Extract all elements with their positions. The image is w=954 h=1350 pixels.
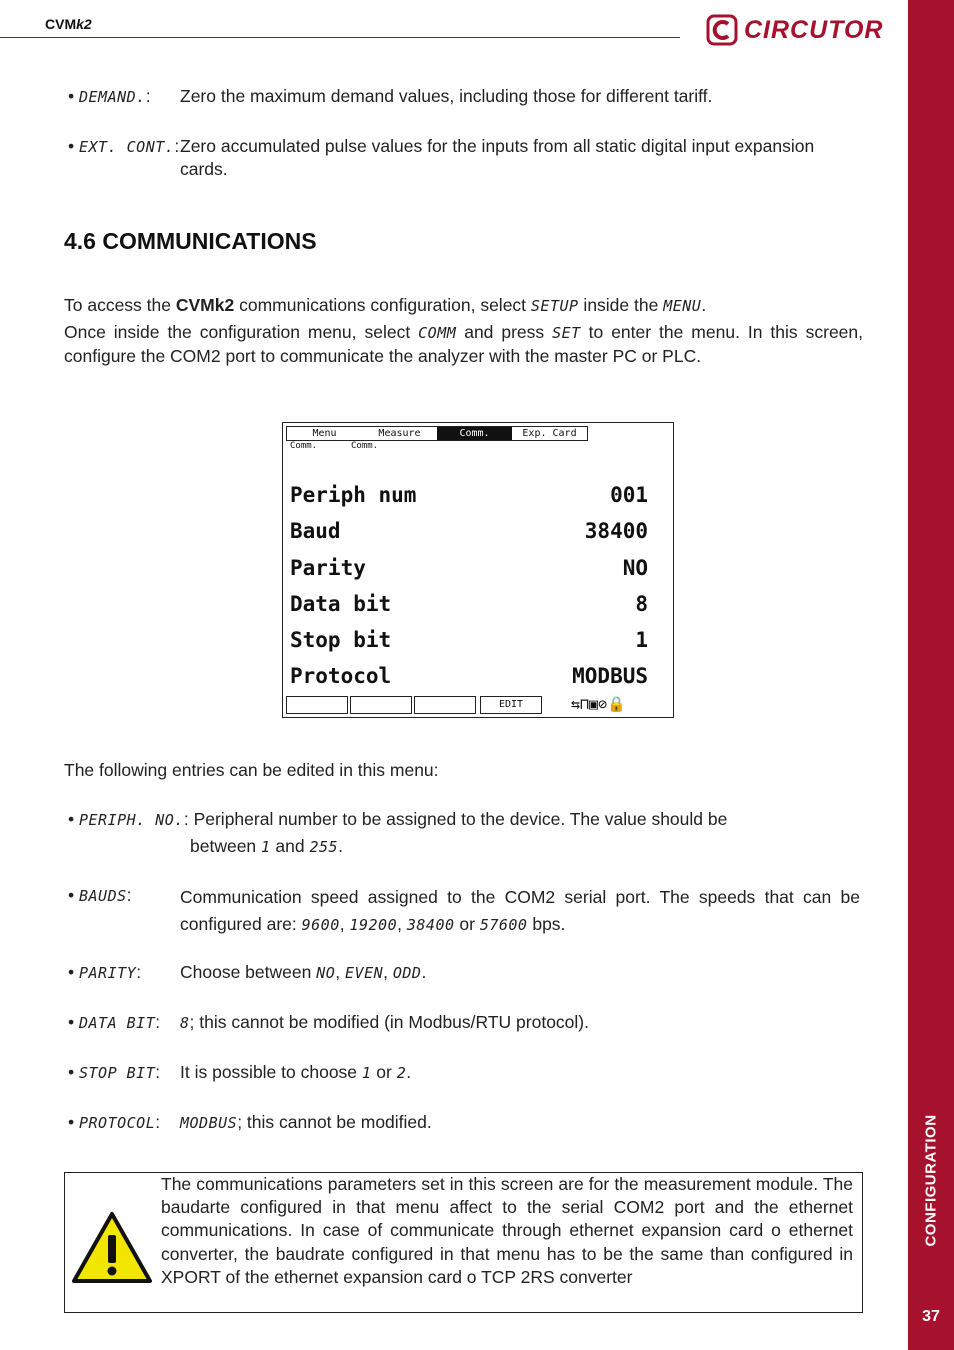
entry-databit-text: 8; this cannot be modified (in Modbus/RTU protocol). <box>180 1012 589 1032</box>
side-tab-label: CONFIGURATION <box>922 1113 940 1247</box>
warning-text: The communications parameters set in this screen are for the measurement module. The baudarte configured in that menu affect to the serial COM2 port and the ethernet communications. In case of communicate through ethernet expansion card o ethernet converter, the baudrate configured in that menu has to be the same than configured in XPORT of the ethernet expansion card o TCP 2RS converter <box>161 1174 853 1287</box>
screen-softkey-1 <box>286 696 348 714</box>
entry-stopbit-text: It is possible to choose 1 or 2. <box>180 1062 412 1082</box>
screen-row-parity: Parity NO <box>290 556 648 580</box>
entry-stopbit-term: • STOP BIT: <box>68 1062 161 1082</box>
warning-triangle-icon <box>71 1211 153 1285</box>
screen-row-baud: Baud 38400 <box>290 519 648 543</box>
entry-bauds-term: • BAUDS: <box>68 885 132 905</box>
circutor-logo-icon <box>706 14 738 46</box>
entry-periph: • PERIPH. NO.: Peripheral number to be assigned to the device. The value should be <box>68 809 728 829</box>
screen-subtitle-1: Comm. <box>290 441 318 451</box>
screen-row-databit: Data bit 8 <box>290 592 648 616</box>
warning-box <box>64 1172 863 1313</box>
screen-softkey-3 <box>414 696 476 714</box>
bullet-extcont-text: Zero accumulated pulse values for the inputs from all static digital input expansion cards. <box>180 136 815 179</box>
entry-parity-text: Choose between NO, EVEN, ODD. <box>180 962 427 982</box>
screen-tab-exp-card: Exp. Card <box>522 428 577 439</box>
screen-status-icons: ⇆⊓▣⊘🔒 <box>571 695 626 713</box>
bullet-demand-text: Zero the maximum demand values, including those for different tariff. <box>180 86 713 106</box>
screen-softkey-edit: EDIT <box>480 696 542 714</box>
section-title: 4.6 COMMUNICATIONS <box>64 228 317 254</box>
header-rule <box>0 37 680 38</box>
header-model: CVMk2 <box>45 16 92 32</box>
device-screen <box>282 422 674 718</box>
screen-tab-menu: Menu <box>312 428 337 439</box>
screen-row-periph: Periph num 001 <box>290 483 648 507</box>
entry-parity-term: • PARITY: <box>68 962 142 982</box>
entry-bauds-text: Communication speed assigned to the COM2 serial port. The speeds that can be configured are: 9600, 19200, 38400 or 57600 bps. <box>180 887 860 934</box>
config-paragraph: Once inside the configuration menu, select COMM and press SET to enter the menu. In this screen, configure the COM2 port to communicate the analyzer with the master PC or PLC. <box>64 322 864 366</box>
screen-row-stopbit: Stop bit 1 <box>290 628 648 652</box>
screen-subtitle-2: Comm. <box>351 441 379 451</box>
bullet-demand-term: • DEMAND.: <box>68 86 151 106</box>
entry-protocol-term: • PROTOCOL: <box>68 1112 161 1132</box>
screen-row-protocol: Protocol MODBUS <box>290 664 648 688</box>
screen-softkey-2 <box>350 696 412 714</box>
screen-tab-comm: Comm. <box>437 427 512 440</box>
entries-intro: The following entries can be edited in this menu: <box>64 760 439 780</box>
brand-name: CIRCUTOR <box>744 15 884 44</box>
access-paragraph: To access the CVMk2 communications configuration, select SETUP inside the MENU. <box>64 295 707 315</box>
circutor-logo <box>706 12 886 48</box>
entry-periph-range: between 1 and 255. <box>190 836 343 856</box>
screen-tab-measure: Measure <box>378 428 421 439</box>
screen-tab-bar <box>286 426 588 441</box>
page-number: 37 <box>922 1308 940 1325</box>
entry-protocol-text: MODBUS; this cannot be modified. <box>180 1112 432 1132</box>
entry-databit-term: • DATA BIT: <box>68 1012 161 1032</box>
bullet-extcont-term: • EXT. CONT.: <box>68 136 180 156</box>
